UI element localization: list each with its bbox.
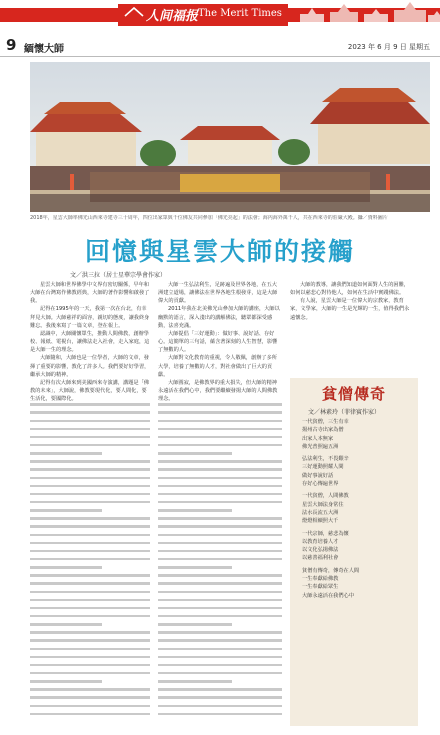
text-line-placeholder xyxy=(158,607,282,609)
text-line-placeholder xyxy=(158,550,282,552)
page-number: 9 xyxy=(6,36,17,54)
issue-date: 2023 年 6 月 9 日 星期五 xyxy=(347,43,430,51)
text-line-placeholder xyxy=(30,574,150,576)
poem-line: 燈燈相續照大千 xyxy=(302,518,339,525)
text-line-placeholder xyxy=(158,558,282,560)
section-title: 緬懷大師 xyxy=(24,44,64,55)
text-line-placeholder xyxy=(158,452,232,454)
text-line-placeholder xyxy=(30,664,150,666)
text-line-placeholder xyxy=(158,672,282,674)
text-line-placeholder xyxy=(158,631,282,633)
text-line-placeholder xyxy=(158,582,282,584)
text-line-placeholder xyxy=(158,696,282,698)
temple-ceremony-photo xyxy=(30,62,430,212)
poem-line: 一代貧僧，人間佛教 xyxy=(302,493,349,500)
text-line-placeholder xyxy=(30,696,150,698)
article-column-1 xyxy=(30,281,150,725)
poem-line: 弘法利生，不畏艱辛 xyxy=(302,456,349,463)
text-line-placeholder xyxy=(158,444,282,446)
poem-line: 出家人本無家 xyxy=(302,435,334,442)
text-line-placeholder xyxy=(158,574,282,576)
header-divider xyxy=(0,56,440,57)
text-line-placeholder xyxy=(30,550,150,552)
poem-line: 星雲大師法身常住 xyxy=(302,501,344,508)
poem-line: 做好事說好話 xyxy=(302,472,334,479)
article-paragraph: 記得在1995年的一天，我第一次在台北，有幸拜見大師。大師慈祥的面容，親切的態度，讓我終身難忘。我後來寫了一篇文章，登在報上。 xyxy=(30,306,150,329)
text-line-placeholder xyxy=(158,428,282,430)
text-line-placeholder xyxy=(30,558,150,560)
text-line-placeholder xyxy=(158,436,282,438)
poem-line: 以慈善福利社會 xyxy=(302,555,339,562)
text-line-placeholder xyxy=(158,591,282,593)
text-line-placeholder xyxy=(158,420,282,422)
text-line-placeholder xyxy=(30,582,150,584)
text-line-placeholder xyxy=(158,639,282,641)
article-paragraph: 大師提倡「三好運動」：做好事、說好話、存好心。這簡單的三句話，蘊含著深刻的人生智慧，影響了無數的人。 xyxy=(158,330,278,354)
text-filler xyxy=(158,403,282,715)
poem-line: 法水長流五大洲 xyxy=(302,509,339,516)
brand-name-chinese: 人间福报 xyxy=(146,9,199,24)
text-line-placeholder xyxy=(158,623,232,625)
text-line-placeholder xyxy=(30,713,150,715)
text-line-placeholder xyxy=(158,688,282,690)
article-paragraph: 大師圓寂，是佛教界的重大損失，但大師的精神永遠活在我們心中，我們要繼續發揚大師的人間佛教理念。 xyxy=(158,379,278,403)
text-line-placeholder xyxy=(158,534,282,536)
poem-line: 一代貧僧，三生有幸 xyxy=(302,419,349,425)
poem-line: 以教育培養人才 xyxy=(302,538,339,545)
text-line-placeholder xyxy=(158,509,232,511)
text-line-placeholder xyxy=(30,648,150,650)
text-line-placeholder xyxy=(30,525,150,527)
poem-line: 佛光普照遍五洲 xyxy=(302,443,339,450)
text-line-placeholder xyxy=(158,599,282,601)
poem-line: 一代宗師，慈悲為懷 xyxy=(302,530,349,537)
masthead xyxy=(0,0,440,34)
poem-line: 三好運動照耀人間 xyxy=(302,464,344,471)
text-line-placeholder xyxy=(30,656,150,658)
text-line-placeholder xyxy=(158,566,232,568)
text-line-placeholder xyxy=(30,420,150,422)
text-line-placeholder xyxy=(30,534,150,536)
article-column-3 xyxy=(290,281,414,381)
text-line-placeholder xyxy=(30,615,150,617)
text-line-placeholder xyxy=(30,631,150,633)
article-headline: 回憶與星雲大師的接觸 xyxy=(84,237,355,266)
text-line-placeholder xyxy=(158,656,282,658)
text-line-placeholder xyxy=(30,517,150,519)
text-line-placeholder xyxy=(30,485,150,487)
text-line-placeholder xyxy=(158,615,282,617)
text-line-placeholder xyxy=(30,705,150,707)
text-line-placeholder xyxy=(30,493,150,495)
text-line-placeholder xyxy=(30,444,150,446)
article-paragraph: 大師對文化教育的重視，令人敬佩，創辦了多所大學，培養了無數的人才，對社會做出了巨大的貢獻。 xyxy=(158,355,277,378)
text-line-placeholder xyxy=(30,599,150,601)
article-byline: 文／洪三拉（居士星華宗學會作家） xyxy=(70,272,167,279)
text-line-placeholder xyxy=(158,705,282,707)
poem-line: 存好心傳遍世界 xyxy=(302,481,339,488)
text-line-placeholder xyxy=(30,460,150,462)
text-line-placeholder xyxy=(30,566,102,568)
text-line-placeholder xyxy=(158,403,282,405)
article-paragraph: 記得有次大師來到美國西來寺演講，講題是「佛教的未來」，大師說，佛教要現代化，要人間化，要生活化，要國際化。 xyxy=(30,379,149,403)
text-line-placeholder xyxy=(158,664,282,666)
poem-line: 大師永遠活在我們心中 xyxy=(302,592,354,599)
text-line-placeholder xyxy=(158,501,282,503)
text-filler xyxy=(30,403,150,715)
text-line-placeholder xyxy=(30,680,102,682)
text-line-placeholder xyxy=(30,501,150,503)
text-line-placeholder xyxy=(158,468,282,470)
article-paragraph: 大師的教導，讓我們知道如何面對人生的困難，如何以慈悲心對待他人，如何在生活中實踐佛法。 xyxy=(290,282,409,297)
text-line-placeholder xyxy=(158,411,282,413)
poem-line: 一生奉獻給眾生 xyxy=(302,584,339,591)
text-line-placeholder xyxy=(30,411,150,413)
article-paragraph: 大師一生弘法利生，足跡遍及世界各地，在五大洲建立道場，讓佛法在世界各地生根發芽，這是大師偉大的貢獻。 xyxy=(158,282,278,305)
article-paragraph: 星雲大師和世界佛學中文界有密切關係，早年和大師在台灣寫作佛教經典，大師的著作影響和啟發了我。 xyxy=(30,282,150,305)
text-line-placeholder xyxy=(158,542,282,544)
text-line-placeholder xyxy=(30,436,150,438)
text-line-placeholder xyxy=(158,493,282,495)
text-line-placeholder xyxy=(158,648,282,650)
poem-line: 一生奉獻給佛教 xyxy=(302,576,339,583)
poem-line: 貧僧有傳奇，傳奇在人間 xyxy=(302,567,360,574)
pagoda-skyline-icon xyxy=(300,0,440,22)
brand-name-english: The Merit Times xyxy=(198,8,282,19)
text-line-placeholder xyxy=(158,680,232,682)
text-line-placeholder xyxy=(30,468,150,470)
poem-author: 文／林素玲（菲律賓作家） xyxy=(308,409,381,416)
text-line-placeholder xyxy=(30,403,150,405)
article-paragraph: 認識中，大師關懷眾生，推動人間佛教，創辦學校、報紙、電視台，讓佛法走入社會，走入家庭，這是大師一生的理念。 xyxy=(30,330,150,354)
text-line-placeholder xyxy=(30,591,150,593)
text-line-placeholder xyxy=(30,452,102,454)
text-line-placeholder xyxy=(158,517,282,519)
text-line-placeholder xyxy=(158,525,282,527)
text-line-placeholder xyxy=(30,542,150,544)
text-line-placeholder xyxy=(158,485,282,487)
text-line-placeholder xyxy=(158,713,282,715)
poem-line: 揚州古寺出家為僧 xyxy=(302,427,344,434)
text-line-placeholder xyxy=(30,509,102,511)
article-paragraph: 大師隨和，大師也是一位學者，大師的文章，發揮了重要的影響，教化了許多人。我們要好好學習，繼承大師的精神。 xyxy=(30,355,150,378)
text-line-placeholder xyxy=(30,607,150,609)
text-line-placeholder xyxy=(30,672,150,674)
photo-caption: 2018年，星雲大師率佛光山西來寺建寺三十周年，四位出家眾與千位佛友共同參加「佛光亮起」的法會；海內海外萬千人，共在西來寺的莊嚴大殿。攝／資料圖片 xyxy=(30,215,388,221)
merit-times-logo-icon xyxy=(124,6,144,18)
poem-line: 以文化弘揚佛法 xyxy=(302,547,339,554)
poem-sidebar xyxy=(290,378,418,726)
text-line-placeholder xyxy=(30,623,102,625)
text-line-placeholder xyxy=(30,688,150,690)
article-paragraph: 有人說，星雲大師是一位偉大的宗教家，教育家，文學家，大師的一生是光輝的一生，值得我們永遠懷念。 xyxy=(290,298,410,321)
text-line-placeholder xyxy=(158,460,282,462)
text-line-placeholder xyxy=(30,639,150,641)
article-paragraph: 2011年我在北美佛光山參加大師的講座，大師以幽默的語言，深入淺出的講解佛法，聽眾都深受感動，法喜充滿。 xyxy=(158,306,280,329)
poem-title: 貧僧傳奇 xyxy=(321,385,386,403)
text-line-placeholder xyxy=(30,428,150,430)
text-line-placeholder xyxy=(158,477,282,479)
text-line-placeholder xyxy=(30,477,150,479)
poem-body xyxy=(302,418,410,600)
article-column-2 xyxy=(158,281,282,725)
